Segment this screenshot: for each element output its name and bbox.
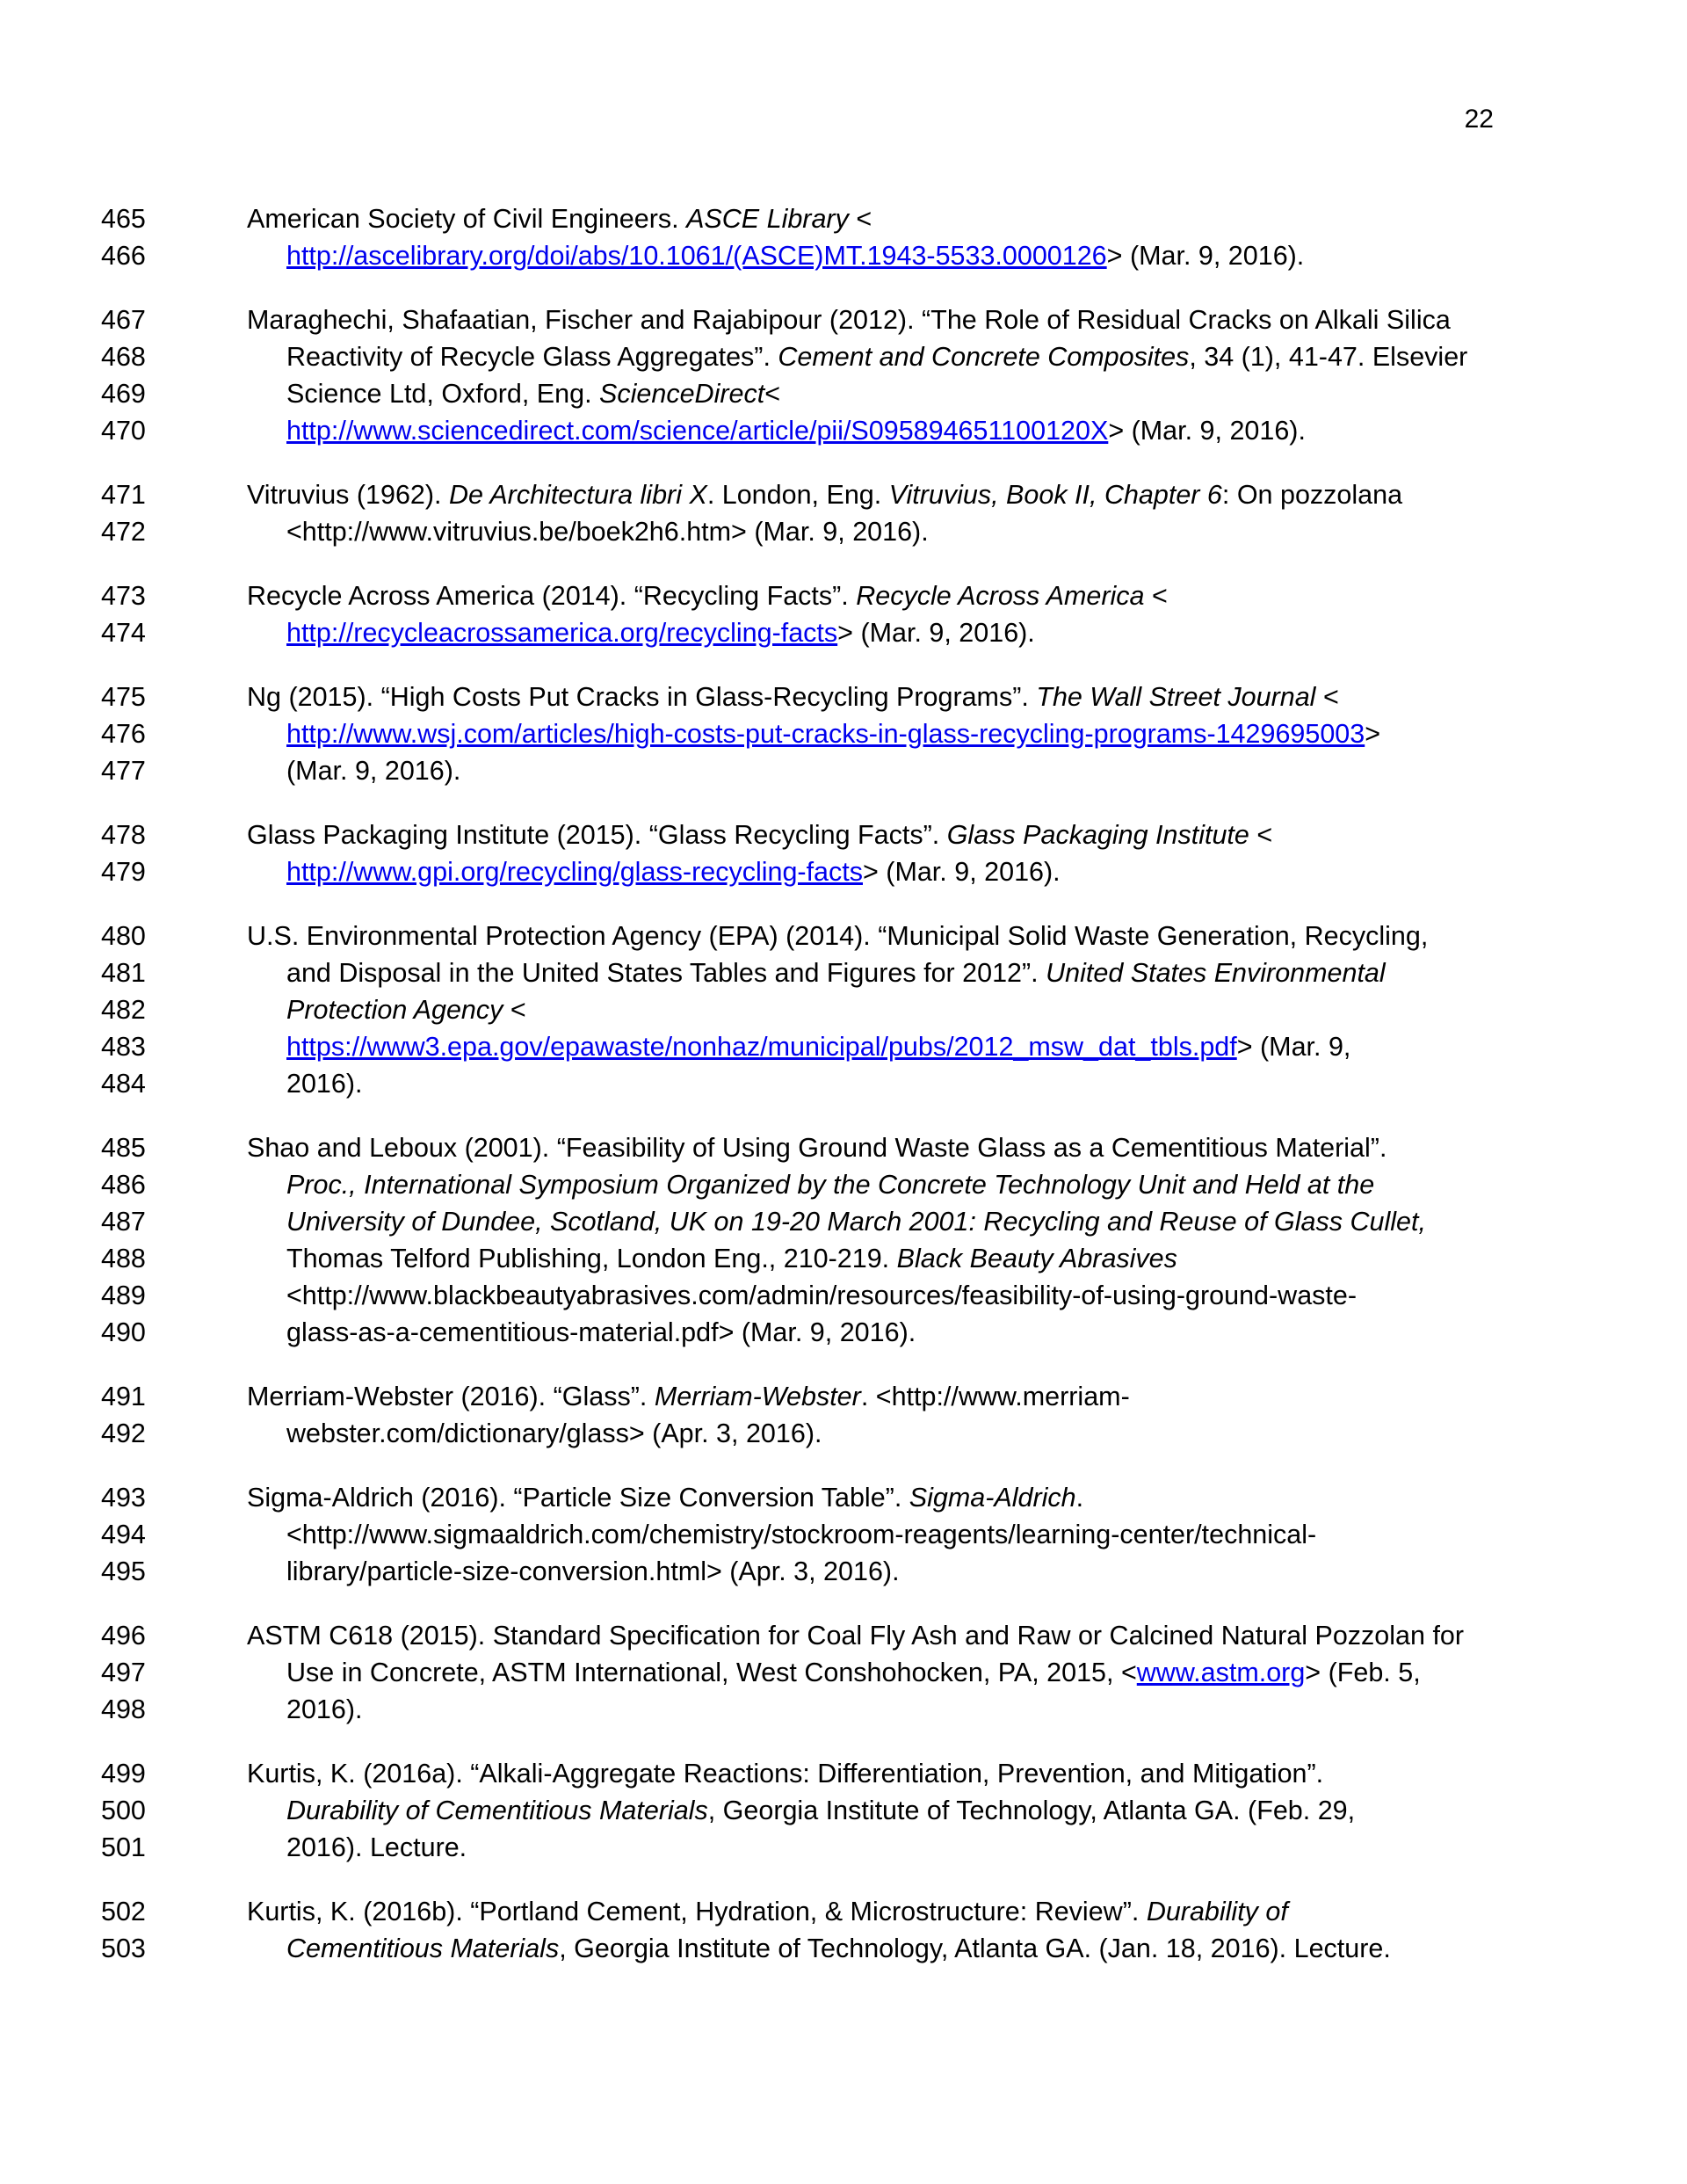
- line-number: 493: [101, 1483, 146, 1513]
- line-number: 500: [101, 1796, 146, 1825]
- line-number: 494: [101, 1520, 146, 1549]
- italic-text: Recycle Across America: [856, 581, 1145, 611]
- reference-line: [0, 1378, 1687, 1415]
- reference-entry: [0, 577, 1687, 651]
- text-segment: <http://www.vitruvius.be/boek2h6.htm> (Mar. 9, 2016).: [286, 517, 929, 547]
- line-number: 486: [101, 1170, 146, 1200]
- text-segment: . London, Eng.: [706, 480, 889, 510]
- reference-text: [247, 476, 1402, 513]
- reference-text: [286, 1240, 1177, 1277]
- reference-link[interactable]: www.astm.org: [1136, 1658, 1306, 1687]
- reference-entry: [0, 476, 1687, 550]
- italic-text: ASCE Library: [686, 204, 849, 234]
- line-number: 491: [101, 1382, 146, 1411]
- reference-text: [286, 1553, 900, 1590]
- italic-text: Black Beauty Abrasives: [896, 1244, 1177, 1273]
- line-number: 469: [101, 379, 146, 409]
- reference-text: [247, 301, 1451, 338]
- reference-entry: [0, 301, 1687, 449]
- reference-text: [286, 715, 1380, 752]
- reference-text: [247, 1479, 1083, 1516]
- line-number: 480: [101, 921, 146, 951]
- italic-text: United States Environmental: [1046, 958, 1386, 988]
- reference-text: [286, 1277, 1357, 1314]
- reference-link[interactable]: http://www.sciencedirect.com/science/article/pii/S095894651100120X: [286, 416, 1109, 446]
- reference-text: [286, 1166, 1374, 1203]
- line-number: 471: [101, 480, 146, 510]
- reference-entry: [0, 918, 1687, 1102]
- italic-text: Durability of Cementitious Materials: [286, 1796, 708, 1825]
- reference-line: [0, 1691, 1687, 1728]
- reference-line: [0, 1028, 1687, 1065]
- line-number: 478: [101, 820, 146, 850]
- italic-text: Durability of: [1146, 1897, 1288, 1926]
- line-number: 496: [101, 1621, 146, 1651]
- reference-line: [0, 918, 1687, 954]
- reference-link[interactable]: http://www.gpi.org/recycling/glass-recycling-facts: [286, 857, 863, 887]
- text-segment: Maraghechi, Shafaatian, Fischer and Rajabipour (2012). “The Role of Residual Cracks on Alkali Silica: [247, 305, 1451, 335]
- text-segment: <: [1144, 581, 1168, 611]
- line-number: 479: [101, 857, 146, 887]
- reference-line: [0, 513, 1687, 550]
- line-number: 465: [101, 204, 146, 234]
- line-number: 472: [101, 517, 146, 547]
- reference-text: [286, 1654, 1421, 1691]
- reference-line: [0, 715, 1687, 752]
- text-segment: : On pozzolana: [1221, 480, 1403, 510]
- reference-line: [0, 1166, 1687, 1203]
- reference-text: [286, 375, 780, 412]
- reference-line: [0, 476, 1687, 513]
- line-number: 470: [101, 416, 146, 446]
- text-segment: Merriam-Webster (2016). “Glass”.: [247, 1382, 655, 1411]
- reference-entry: [0, 1378, 1687, 1452]
- reference-text: [247, 1893, 1288, 1930]
- reference-line: [0, 1930, 1687, 1967]
- line-number: 497: [101, 1658, 146, 1687]
- reference-line: [0, 237, 1687, 274]
- text-segment: Kurtis, K. (2016b). “Portland Cement, Hydration, & Microstructure: Review”.: [247, 1897, 1147, 1926]
- italic-text: Protection Agency: [286, 995, 503, 1025]
- text-segment: and Disposal in the United States Tables and Figures for 2012”.: [286, 958, 1046, 988]
- reference-line: [0, 1516, 1687, 1553]
- reference-line: [0, 301, 1687, 338]
- reference-line: [0, 752, 1687, 789]
- reference-text: [286, 614, 1035, 651]
- reference-entry: [0, 1617, 1687, 1728]
- line-number: 503: [101, 1934, 146, 1963]
- reference-line: [0, 678, 1687, 715]
- text-segment: <http://www.sigmaaldrich.com/chemistry/stockroom-reagents/learning-center/technical-: [286, 1520, 1317, 1549]
- text-segment: >: [1365, 719, 1381, 749]
- reference-entry: [0, 1755, 1687, 1866]
- text-segment: Science Ltd, Oxford, Eng.: [286, 379, 600, 409]
- text-segment: 2016).: [286, 1069, 363, 1099]
- reference-line: [0, 1893, 1687, 1930]
- italic-text: Cementitious Materials: [286, 1934, 560, 1963]
- reference-text: [286, 1028, 1350, 1065]
- italic-text: University of Dundee, Scotland, UK on 19-20 March 2001: Recycling and Reuse of Glass Cullet,: [286, 1207, 1426, 1237]
- italic-text: Glass Packaging Institute: [946, 820, 1249, 850]
- reference-line: [0, 1065, 1687, 1102]
- text-segment: , Georgia Institute of Technology, Atlanta GA. (Jan. 18, 2016). Lecture.: [559, 1934, 1391, 1963]
- text-segment: > (Mar. 9,: [1236, 1032, 1351, 1062]
- italic-text: ScienceDirect: [599, 379, 765, 409]
- line-number: 495: [101, 1556, 146, 1586]
- italic-text: Sigma-Aldrich: [909, 1483, 1076, 1513]
- reference-text: [286, 1516, 1316, 1553]
- reference-link[interactable]: http://recycleacrossamerica.org/recycling-facts: [286, 618, 838, 648]
- reference-line: [0, 1129, 1687, 1166]
- text-segment: <: [1249, 820, 1273, 850]
- reference-line: [0, 1829, 1687, 1866]
- line-number: 488: [101, 1244, 146, 1273]
- italic-text: Vitruvius, Book II, Chapter 6: [888, 480, 1222, 510]
- line-number: 489: [101, 1281, 146, 1310]
- line-number: 473: [101, 581, 146, 611]
- line-number: 477: [101, 756, 146, 786]
- italic-text: Merriam-Webster: [654, 1382, 861, 1411]
- line-number: 476: [101, 719, 146, 749]
- reference-line: [0, 1654, 1687, 1691]
- reference-text: [247, 918, 1428, 954]
- reference-text: [286, 1691, 362, 1728]
- reference-link[interactable]: https://www3.epa.gov/epawaste/nonhaz/municipal/pubs/2012_msw_dat_tbls.pdf: [286, 1032, 1237, 1062]
- reference-text: [286, 1203, 1426, 1240]
- text-segment: . <http://www.merriam-: [860, 1382, 1130, 1411]
- reference-line: [0, 1617, 1687, 1654]
- text-segment: Shao and Leboux (2001). “Feasibility of Using Ground Waste Glass as a Cementitious Material”.: [247, 1133, 1387, 1163]
- reference-line: [0, 1240, 1687, 1277]
- reference-line: [0, 1314, 1687, 1351]
- reference-text: [247, 577, 1168, 614]
- reference-entry: [0, 1893, 1687, 1967]
- reference-text: [247, 200, 872, 237]
- reference-text: [247, 1378, 1130, 1415]
- text-segment: Recycle Across America (2014). “Recycling Facts”.: [247, 581, 857, 611]
- reference-text: [286, 237, 1304, 274]
- reference-line: [0, 200, 1687, 237]
- reference-line: [0, 375, 1687, 412]
- reference-text: [247, 1617, 1464, 1654]
- text-segment: Sigma-Aldrich (2016). “Particle Size Conversion Table”.: [247, 1483, 909, 1513]
- line-number: 485: [101, 1133, 146, 1163]
- line-number: 492: [101, 1419, 146, 1448]
- text-segment: Thomas Telford Publishing, London Eng., 210-219.: [286, 1244, 897, 1273]
- italic-text: De Architectura libri X: [449, 480, 707, 510]
- reference-line: [0, 1415, 1687, 1452]
- line-number: 487: [101, 1207, 146, 1237]
- reference-text: [286, 1415, 822, 1452]
- reference-entry: [0, 200, 1687, 274]
- reference-text: [286, 338, 1467, 375]
- line-number: 484: [101, 1069, 146, 1099]
- reference-list: [0, 200, 1687, 1994]
- line-number: 502: [101, 1897, 146, 1926]
- text-segment: Vitruvius (1962).: [247, 480, 449, 510]
- line-number: 499: [101, 1759, 146, 1789]
- text-segment: library/particle-size-conversion.html> (Apr. 3, 2016).: [286, 1556, 900, 1586]
- page-number: 22: [1464, 105, 1494, 134]
- reference-line: [0, 991, 1687, 1028]
- reference-link[interactable]: http://www.wsj.com/articles/high-costs-put-cracks-in-glass-recycling-programs-1429695003: [286, 719, 1365, 749]
- reference-text: [286, 1930, 1391, 1967]
- line-number: 468: [101, 342, 146, 372]
- text-segment: <: [503, 995, 526, 1025]
- reference-text: [286, 412, 1306, 449]
- reference-text: [286, 954, 1386, 991]
- reference-line: [0, 577, 1687, 614]
- text-segment: webster.com/dictionary/glass> (Apr. 3, 2016).: [286, 1419, 822, 1448]
- text-segment: Use in Concrete, ASTM International, West Conshohocken, PA, 2015, <: [286, 1658, 1137, 1687]
- reference-line: [0, 1203, 1687, 1240]
- reference-line: [0, 1553, 1687, 1590]
- reference-line: [0, 614, 1687, 651]
- text-segment: American Society of Civil Engineers.: [247, 204, 687, 234]
- line-number: 481: [101, 958, 146, 988]
- reference-line: [0, 816, 1687, 853]
- reference-entry: [0, 1479, 1687, 1590]
- reference-text: [247, 678, 1339, 715]
- reference-text: [286, 991, 526, 1028]
- line-number: 466: [101, 241, 146, 271]
- reference-entry: [0, 816, 1687, 890]
- reference-text: [286, 1065, 362, 1102]
- line-number: 501: [101, 1832, 146, 1862]
- italic-text: Cement and Concrete Composites: [778, 342, 1190, 372]
- text-segment: (Mar. 9, 2016).: [286, 756, 461, 786]
- text-segment: Reactivity of Recycle Glass Aggregates”.: [286, 342, 778, 372]
- text-segment: , 34 (1), 41-47. Elsevier: [1189, 342, 1468, 372]
- reference-line: [0, 338, 1687, 375]
- reference-text: [286, 853, 1061, 890]
- reference-line: [0, 853, 1687, 890]
- text-segment: 2016).: [286, 1694, 363, 1724]
- text-segment: <http://www.blackbeautyabrasives.com/admin/resources/feasibility-of-using-ground-waste-: [286, 1281, 1358, 1310]
- line-number: 482: [101, 995, 146, 1025]
- reference-text: [286, 1314, 916, 1351]
- reference-line: [0, 1792, 1687, 1829]
- text-segment: U.S. Environmental Protection Agency (EPA) (2014). “Municipal Solid Waste Generation, Recycling,: [247, 921, 1429, 951]
- text-segment: 2016). Lecture.: [286, 1832, 467, 1862]
- text-segment: <: [848, 204, 872, 234]
- reference-text: [247, 1129, 1387, 1166]
- text-segment: glass-as-a-cementitious-material.pdf> (Mar. 9, 2016).: [286, 1317, 916, 1347]
- line-number: 498: [101, 1694, 146, 1724]
- reference-line: [0, 1755, 1687, 1792]
- text-segment: > (Feb. 5,: [1305, 1658, 1421, 1687]
- line-number: 467: [101, 305, 146, 335]
- text-segment: <: [1315, 682, 1339, 712]
- italic-text: Proc., International Symposium Organized by the Concrete Technology Unit and Held at the: [286, 1170, 1375, 1200]
- reference-line: [0, 1479, 1687, 1516]
- reference-text: [286, 752, 460, 789]
- text-segment: Kurtis, K. (2016a). “Alkali-Aggregate Reactions: Differentiation, Prevention, and Mitigation”.: [247, 1759, 1324, 1789]
- text-segment: > (Mar. 9, 2016).: [1106, 241, 1305, 271]
- line-number: 474: [101, 618, 146, 648]
- text-segment: , Georgia Institute of Technology, Atlanta GA. (Feb. 29,: [707, 1796, 1356, 1825]
- text-segment: > (Mar. 9, 2016).: [863, 857, 1061, 887]
- reference-line: [0, 954, 1687, 991]
- text-segment: ASTM C618 (2015). Standard Specification for Coal Fly Ash and Raw or Calcined Natural Pozzolan for: [247, 1621, 1465, 1651]
- reference-text: [247, 1755, 1323, 1792]
- reference-line: [0, 1277, 1687, 1314]
- line-number: 475: [101, 682, 146, 712]
- reference-entry: [0, 1129, 1687, 1351]
- reference-text: [247, 816, 1272, 853]
- text-segment: > (Mar. 9, 2016).: [1108, 416, 1306, 446]
- text-segment: > (Mar. 9, 2016).: [837, 618, 1035, 648]
- italic-text: The Wall Street Journal: [1036, 682, 1316, 712]
- reference-text: [286, 1792, 1355, 1829]
- text-segment: <: [764, 379, 780, 409]
- reference-text: [286, 513, 929, 550]
- reference-text: [286, 1829, 467, 1866]
- text-segment: .: [1075, 1483, 1084, 1513]
- reference-line: [0, 412, 1687, 449]
- text-segment: Ng (2015). “High Costs Put Cracks in Glass-Recycling Programs”.: [247, 682, 1037, 712]
- line-number: 483: [101, 1032, 146, 1062]
- reference-entry: [0, 678, 1687, 789]
- text-segment: Glass Packaging Institute (2015). “Glass Recycling Facts”.: [247, 820, 947, 850]
- line-number: 490: [101, 1317, 146, 1347]
- reference-link[interactable]: http://ascelibrary.org/doi/abs/10.1061/(ASCE)MT.1943-5533.0000126: [286, 241, 1107, 271]
